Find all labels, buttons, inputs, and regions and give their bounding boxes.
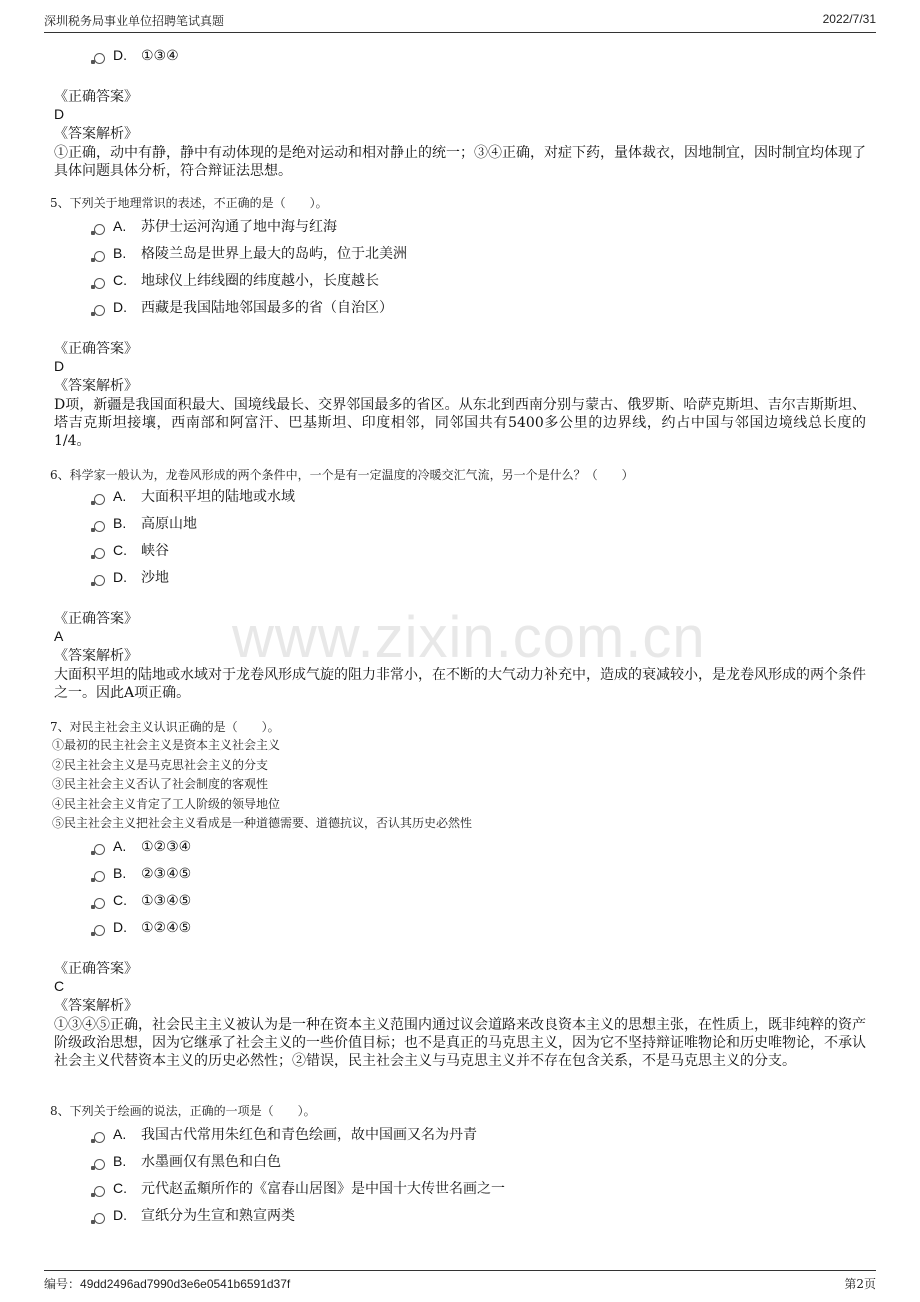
radio-icon[interactable] <box>94 305 105 316</box>
option-letter: D. <box>113 919 127 935</box>
q7-stem: 7、对民主社会主义认识正确的是（ ）。 <box>50 720 280 734</box>
option-letter: D. <box>113 47 127 63</box>
option-letter: A. <box>113 488 127 504</box>
option-letter: A. <box>113 838 127 854</box>
option-text: 高原山地 <box>141 516 197 532</box>
radio-icon[interactable] <box>94 1186 105 1197</box>
option-text: 水墨画仅有黑色和白色 <box>141 1154 281 1170</box>
option-text: ②③④⑤ <box>141 866 192 882</box>
option-text: ①③④ <box>141 48 179 64</box>
option-text: 地球仪上纬线圈的纬度越小，长度越长 <box>141 273 379 289</box>
q7-analysis: ①③④⑤正确，社会民主主义被认为是一种在资本主义范围内通过议会道路来改良资本主义的思想主张，在性质上，既非纯粹的资产阶级政治思想，因为它继承了社会主义的一些价值目标；也不是真正的马克思主义，因为它不坚持辩证唯物论和历史唯物论，不承认社会主义代替资本主义的历史必然性；②错误，民主社会主义与马克思主义并不存在包含关系，不是马克思主义的分支。 <box>54 1017 866 1069</box>
page-header <box>44 10 876 33</box>
radio-icon[interactable] <box>94 1132 105 1143</box>
q4-analysis: ①正确，动中有静，静中有动体现的是绝对运动和相对静止的统一；③④正确，对症下药，量体裁衣，因地制宜，因时制宜均体现了具体问题具体分析，符合辩证法思想。 <box>54 145 866 179</box>
q6-analysis: 大面积平坦的陆地或水域对于龙卷风形成气旋的阻力非常小，在不断的大气动力补充中，造成的衰减较小，是龙卷风形成的两个条件之一。因此A项正确。 <box>54 667 866 701</box>
q7-answer-label: 《正确答案》 <box>54 961 138 977</box>
option-text: 宣纸分为生宣和熟宣两类 <box>141 1208 295 1224</box>
q6-answer: A <box>54 628 64 644</box>
q7-analysis-label: 《答案解析》 <box>54 998 138 1014</box>
serial-number <box>44 1275 290 1292</box>
radio-icon[interactable] <box>94 548 105 559</box>
q6-answer-label: 《正确答案》 <box>54 611 138 627</box>
option-text: 大面积平坦的陆地或水域 <box>141 489 295 505</box>
q5-answer: D <box>54 358 65 374</box>
option-letter: C. <box>113 892 127 908</box>
option-letter: B. <box>113 515 127 531</box>
q6-option-d[interactable] <box>94 566 169 588</box>
q7-statement: ③民主社会主义否认了社会制度的客观性 <box>52 777 269 791</box>
q7-option-c[interactable] <box>94 889 191 911</box>
radio-icon[interactable] <box>94 521 105 532</box>
q6-option-c[interactable] <box>94 539 169 561</box>
page-footer <box>44 1270 876 1293</box>
radio-icon[interactable] <box>94 898 105 909</box>
radio-icon[interactable] <box>94 844 105 855</box>
option-text: ①③④⑤ <box>141 893 192 909</box>
q4-analysis-label: 《答案解析》 <box>54 126 138 142</box>
option-letter: A. <box>113 218 127 234</box>
radio-icon[interactable] <box>94 224 105 235</box>
option-letter: D. <box>113 1207 127 1223</box>
q7-statement: ⑤民主社会主义把社会主义看成是一种道德需要、道德抗议，否认其历史必然性 <box>52 816 473 830</box>
option-letter: D. <box>113 569 127 585</box>
option-text: 西藏是我国陆地邻国最多的省（自治区） <box>141 300 393 316</box>
radio-icon[interactable] <box>94 925 105 936</box>
q7-option-d[interactable] <box>94 916 191 938</box>
q8-option-a[interactable] <box>94 1123 477 1145</box>
q7-option-b[interactable] <box>94 862 191 884</box>
radio-icon[interactable] <box>94 278 105 289</box>
radio-icon[interactable] <box>94 1213 105 1224</box>
q4-answer: D <box>54 106 65 122</box>
q8-stem: 8、下列关于绘画的说法，正确的一项是（ ）。 <box>50 1104 316 1118</box>
q8-option-b[interactable] <box>94 1150 281 1172</box>
q5-option-c[interactable] <box>94 269 379 291</box>
serial-value: 49dd2496ad7990d3e6e0541b6591d37f <box>80 1277 291 1291</box>
q6-option-b[interactable] <box>94 512 197 534</box>
q7-statement: ④民主社会主义肯定了工人阶级的领导地位 <box>52 797 281 811</box>
q8-option-d[interactable] <box>94 1204 295 1226</box>
q6-analysis-label: 《答案解析》 <box>54 648 138 664</box>
option-text: 峡谷 <box>141 543 169 559</box>
q7-statement: ①最初的民主社会主义是资本主义社会主义 <box>52 738 281 752</box>
q5-stem: 5、下列关于地理常识的表述，不正确的是（ ）。 <box>50 196 328 210</box>
option-letter: B. <box>113 1153 127 1169</box>
option-text: 我国古代常用朱红色和青色绘画，故中国画又名为丹青 <box>141 1127 477 1143</box>
radio-icon[interactable] <box>94 494 105 505</box>
serial-label: 编号： <box>44 1277 81 1291</box>
option-text: 元代赵孟頫所作的《富春山居图》是中国十大传世名画之一 <box>141 1181 505 1197</box>
q7-statement: ②民主社会主义是马克思社会主义的分支 <box>52 758 269 772</box>
option-letter: B. <box>113 245 127 261</box>
radio-icon[interactable] <box>94 575 105 586</box>
q5-option-a[interactable] <box>94 215 337 237</box>
option-text: ①②④⑤ <box>141 920 192 936</box>
radio-icon[interactable] <box>94 251 105 262</box>
radio-icon[interactable] <box>94 53 105 64</box>
q7-option-a[interactable] <box>94 835 191 857</box>
option-text: 沙地 <box>141 570 169 586</box>
q8-option-c[interactable] <box>94 1177 505 1199</box>
q6-option-a[interactable] <box>94 485 295 507</box>
option-text: 格陵兰岛是世界上最大的岛屿，位于北美洲 <box>141 246 407 262</box>
option-letter: C. <box>113 272 127 288</box>
q5-option-b[interactable] <box>94 242 407 264</box>
page-number: 第2页 <box>844 1277 876 1291</box>
q6-stem: 6、科学家一般认为，龙卷风形成的两个条件中，一个是有一定温度的冷暖交汇气流，另一个是什么？（ ） <box>50 468 634 482</box>
option-letter: A. <box>113 1126 127 1142</box>
option-letter: C. <box>113 1180 127 1196</box>
q5-option-d[interactable] <box>94 296 393 318</box>
radio-icon[interactable] <box>94 1159 105 1170</box>
document-date: 2022/7/31 <box>822 12 876 26</box>
watermark: www.zixin.com.cn <box>232 605 706 670</box>
option-letter: D. <box>113 299 127 315</box>
document-title: 深圳税务局事业单位招聘笔试真题 <box>44 14 225 28</box>
option-text: ①②③④ <box>141 839 192 855</box>
option-letter: C. <box>113 542 127 558</box>
q5-analysis-label: 《答案解析》 <box>54 378 138 394</box>
option-letter: B. <box>113 865 127 881</box>
option-text: 苏伊士运河沟通了地中海与红海 <box>141 219 337 235</box>
q5-answer-label: 《正确答案》 <box>54 341 138 357</box>
q4-option-d[interactable] <box>94 44 179 66</box>
radio-icon[interactable] <box>94 871 105 882</box>
q7-answer: C <box>54 978 65 994</box>
q5-analysis: D项，新疆是我国面积最大、国境线最长、交界邻国最多的省区。从东北到西南分别与蒙古、俄罗斯、哈萨克斯坦、吉尔吉斯斯坦、塔吉克斯坦接壤，西南部和阿富汗、巴基斯坦、印度相邻，同邻国共有5400多公里的边界线，约占中国与邻国边境线总长度的1/4。 <box>54 397 866 449</box>
q4-answer-label: 《正确答案》 <box>54 89 138 105</box>
